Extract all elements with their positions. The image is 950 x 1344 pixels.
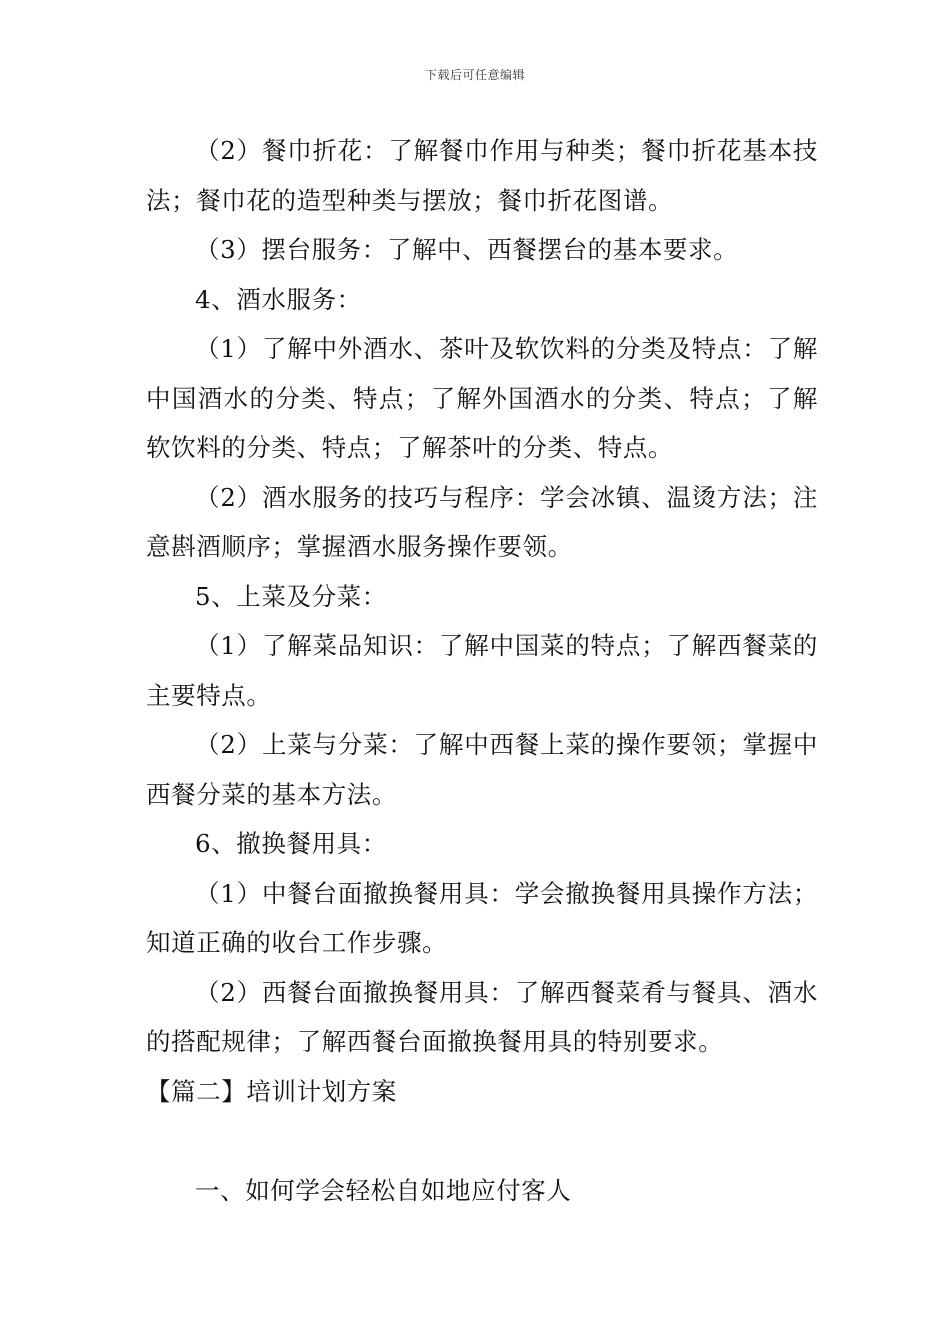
subheading-guests: 一、如何学会轻松自如地应付客人 — [195, 1175, 572, 1205]
paragraph-table-setting: （3）摆台服务：了解中、西餐摆台的基本要求。 — [195, 235, 739, 264]
paragraph-napkin-folding: （2）餐巾折花：了解餐巾作用与种类；餐巾折花基本技法；餐巾花的造型种类与摆放；餐巾折花图谱。 — [146, 136, 818, 215]
paragraph-serving-portioning: （2）上菜与分菜：了解中西餐上菜的操作要领；掌握中西餐分菜的基本方法。 — [146, 730, 818, 809]
paragraph-dish-knowledge: （1）了解菜品知识：了解中国菜的特点；了解西餐菜的主要特点。 — [146, 631, 818, 710]
paragraph-chinese-utensils: （1）中餐台面撤换餐用具：学会撤换餐用具操作方法；知道正确的收台工作步骤。 — [146, 878, 818, 957]
section-heading: 【篇二】培训计划方案 — [146, 1076, 397, 1106]
paragraph-beverage-technique: （2）酒水服务的技巧与程序：学会冰镇、温烫方法；注意斟酒顺序；掌握酒水服务操作要领。 — [146, 482, 818, 561]
document-body — [146, 126, 818, 1215]
page-header: 下载后可任意编辑 — [424, 68, 525, 82]
paragraph-western-utensils: （2）西餐台面撤换餐用具：了解西餐菜肴与餐具、酒水的搭配规律；了解西餐台面撤换餐用具的特别要求。 — [146, 977, 818, 1056]
paragraph-beverage-classification: （1）了解中外酒水、茶叶及软饮料的分类及特点：了解中国酒水的分类、特点；了解外国酒水的分类、特点；了解软饮料的分类、特点；了解茶叶的分类、特点。 — [146, 334, 818, 462]
blank-line — [146, 1116, 818, 1166]
heading-changing-utensils: 6、撤换餐用具： — [195, 829, 387, 858]
heading-serving-dishes: 5、上菜及分菜： — [195, 581, 387, 611]
heading-beverage-service: 4、酒水服务： — [195, 284, 362, 314]
